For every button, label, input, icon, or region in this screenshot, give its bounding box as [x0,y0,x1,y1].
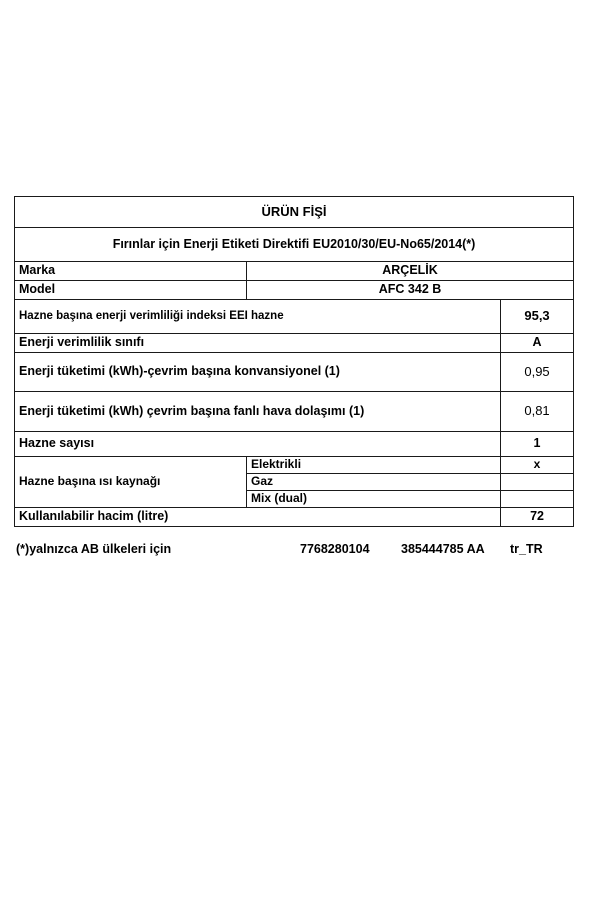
cavities-label: Hazne sayısı [15,432,501,457]
heat-source-option: Gaz [247,474,501,491]
conventional-consumption-row [15,353,574,392]
brand-value: ARÇELİK [247,262,574,281]
volume-value: 72 [501,508,574,527]
eei-value: 95,3 [501,300,574,334]
fan-consumption-label: Enerji tüketimi (kWh) çevrim başına fanlı hava dolaşımı (1) [15,392,501,432]
footer-document-code: 385444785 AA [401,542,485,556]
directive-subtitle: Fırınlar için Enerji Etiketi Direktifi EU2010/30/EU-No65/2014(*) [15,228,574,262]
product-fiche [14,196,573,527]
model-value: AFC 342 B [247,281,574,300]
footer-locale: tr_TR [510,542,543,556]
heat-source-option: Mix (dual) [247,491,501,508]
product-fiche-table [14,196,574,527]
title-row [15,197,574,228]
fiche-title: ÜRÜN FİŞİ [15,197,574,228]
model-row [15,281,574,300]
fan-consumption-row [15,392,574,432]
conventional-consumption-label: Enerji tüketimi (kWh)-çevrim başına konvansiyonel (1) [15,353,501,392]
volume-label: Kullanılabilir hacim (litre) [15,508,501,527]
volume-row [15,508,574,527]
heat-source-option: Elektrikli [247,457,501,474]
brand-label: Marka [15,262,247,281]
brand-row [15,262,574,281]
energy-class-value: A [501,334,574,353]
heat-source-label: Hazne başına ısı kaynağı [15,457,247,508]
heat-source-row [15,457,574,474]
eei-row [15,300,574,334]
heat-source-mark: x [501,457,574,474]
energy-class-row [15,334,574,353]
cavities-row [15,432,574,457]
footer-note: (*)yalnızca AB ülkeleri için [16,542,172,556]
footer-code: 7768280104 [300,542,370,556]
conventional-consumption-value: 0,95 [501,353,574,392]
subtitle-row [15,228,574,262]
cavities-value: 1 [501,432,574,457]
fan-consumption-value: 0,81 [501,392,574,432]
heat-source-mark [501,474,574,491]
energy-class-label: Enerji verimlilik sınıfı [15,334,501,353]
eei-label: Hazne başına enerji verimliliği indeksi EEI hazne [15,300,501,334]
heat-source-mark [501,491,574,508]
model-label: Model [15,281,247,300]
